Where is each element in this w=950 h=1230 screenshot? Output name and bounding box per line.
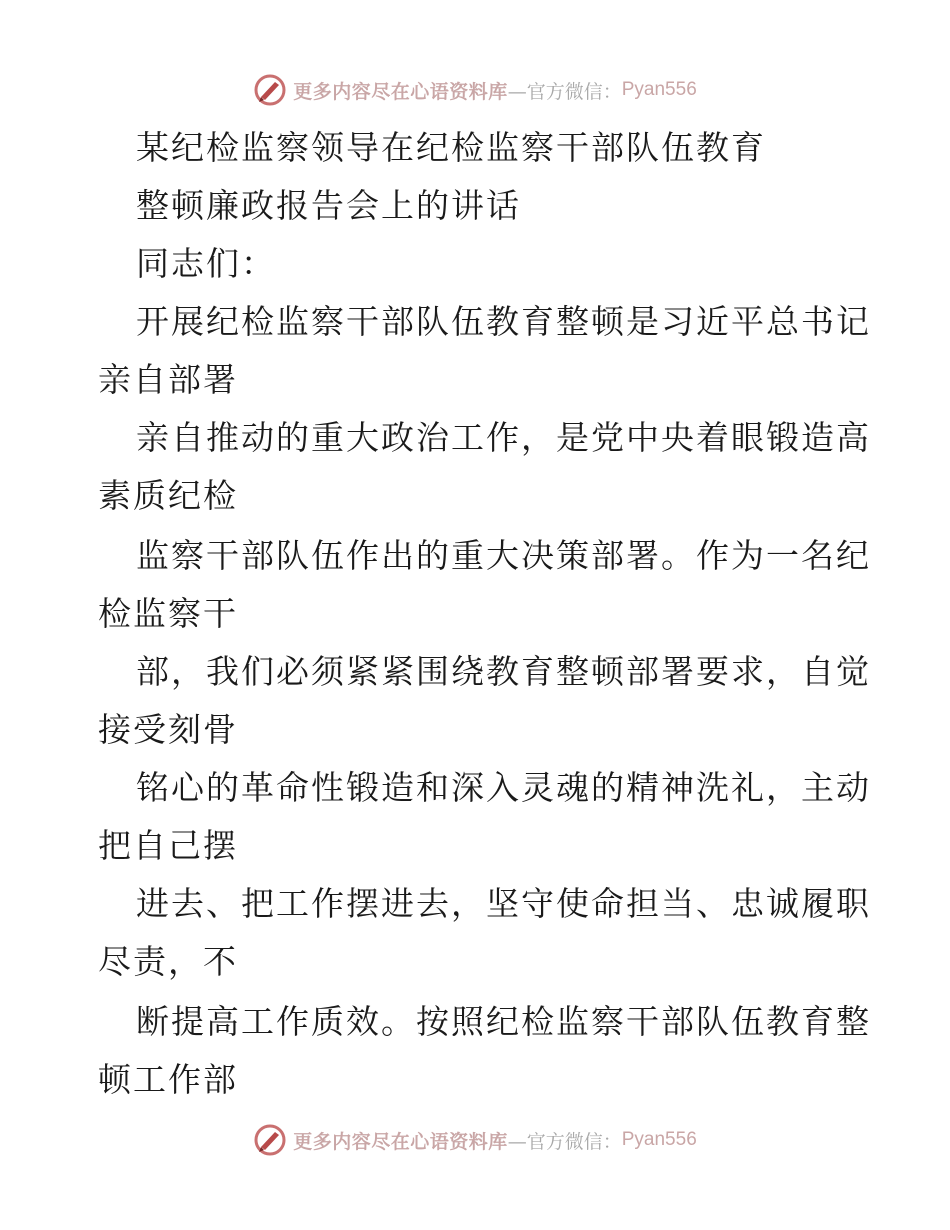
banner-text: 更多内容尽在心语资料库 bbox=[293, 80, 508, 103]
header-watermark bbox=[0, 70, 950, 110]
text-line: 亲自推动的重大政治工作，是党中央着眼锻造高 bbox=[136, 418, 871, 457]
text-line: 断提高工作质效。按照纪检监察干部队伍教育整 bbox=[136, 1002, 871, 1041]
pen-logo-icon bbox=[253, 73, 287, 107]
text-line: 检监察干 bbox=[98, 594, 238, 633]
text-line: 开展纪检监察干部队伍教育整顿是习近平总书记 bbox=[136, 302, 871, 341]
salutation: 同志们： bbox=[136, 244, 276, 283]
banner-wechat-label: —官方微信： bbox=[507, 80, 622, 103]
banner-text: 更多内容尽在心语资料库 bbox=[293, 1130, 508, 1153]
banner-wechat-id: Pyan556 bbox=[621, 1129, 697, 1150]
text-line: 把自己摆 bbox=[98, 826, 238, 865]
text-line: 亲自部署 bbox=[98, 360, 238, 399]
text-line: 接受刻骨 bbox=[98, 710, 238, 749]
text-line: 监察干部队伍作出的重大决策部署。作为一名纪 bbox=[136, 536, 871, 575]
footer-watermark bbox=[0, 1120, 950, 1160]
banner-wechat-label: —官方微信： bbox=[507, 1130, 622, 1153]
text-line: 铭心的革命性锻造和深入灵魂的精神洗礼，主动 bbox=[136, 768, 871, 807]
banner-wechat-id: Pyan556 bbox=[621, 79, 697, 100]
text-line: 素质纪检 bbox=[98, 476, 238, 515]
text-line: 尽责，不 bbox=[98, 942, 238, 981]
text-line: 部，我们必须紧紧围绕教育整顿部署要求，自觉 bbox=[136, 652, 871, 691]
title-line-1: 某纪检监察领导在纪检监察干部队伍教育 bbox=[136, 128, 766, 167]
title-line-2: 整顿廉政报告会上的讲话 bbox=[136, 186, 521, 225]
text-line: 进去、把工作摆进去，坚守使命担当、忠诚履职 bbox=[136, 884, 871, 923]
pen-logo-icon bbox=[253, 1123, 287, 1157]
text-line: 顿工作部 bbox=[98, 1060, 238, 1099]
